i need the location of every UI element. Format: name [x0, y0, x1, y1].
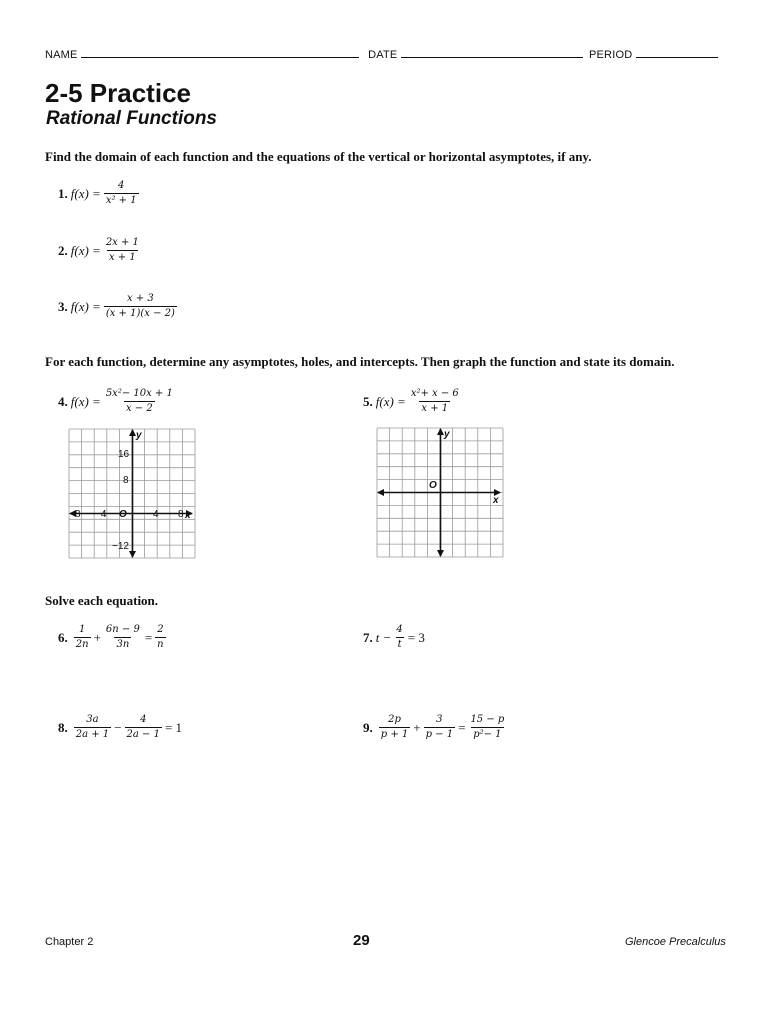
x-tick-label: −4	[95, 509, 107, 520]
denominator: 2a − 1	[126, 729, 160, 740]
function-lhs: f(x) =	[70, 242, 101, 258]
page-title: 2-5 Practice	[45, 78, 191, 108]
operator: −	[114, 719, 122, 735]
denominator: p − 1	[425, 729, 454, 740]
fraction	[104, 624, 142, 651]
expression-suffix: = 1	[164, 719, 183, 735]
x-axis-label: x	[185, 510, 191, 521]
numerator: 4	[396, 624, 403, 635]
denominator: x − 2	[125, 403, 153, 414]
problem-number: 4.	[58, 393, 68, 409]
numerator: 2	[157, 624, 164, 635]
problem-6	[58, 624, 169, 651]
numerator: 3	[436, 714, 443, 725]
x-tick-label: 4	[153, 509, 159, 520]
denominator: n	[157, 639, 164, 650]
section2-instruction: For each function, determine any asymptotes, holes, and intercepts. Then graph the function and state its domain.	[45, 354, 675, 369]
problem-number: 9.	[363, 719, 373, 735]
denominator: x + 1	[108, 252, 136, 263]
expression-prefix: t −	[375, 629, 392, 645]
denominator: 2a + 1	[75, 729, 110, 740]
numerator: 1	[78, 624, 86, 635]
operator: +	[413, 719, 421, 735]
numerator: 5x²− 10x + 1	[105, 388, 173, 399]
problem-number: 8.	[58, 719, 68, 735]
denominator: 3n	[116, 639, 130, 650]
graph-5[interactable]	[376, 427, 504, 558]
problem-number: 6.	[58, 629, 68, 645]
problem-3	[58, 293, 180, 320]
denominator: p²− 1	[473, 729, 502, 740]
equals-sign: =	[144, 629, 153, 645]
denominator: x² + 1	[105, 195, 137, 206]
numerator: x²+ x − 6	[410, 388, 459, 399]
origin-label: O	[119, 509, 127, 520]
expression-suffix: = 3	[407, 629, 425, 645]
footer-publisher: Glencoe Precalculus	[625, 936, 726, 948]
numerator: 4	[140, 714, 147, 725]
problem-5	[363, 388, 464, 415]
period-blank[interactable]	[636, 48, 718, 58]
denominator: (x + 1)(x − 2)	[105, 308, 175, 319]
graph-4[interactable]	[68, 428, 196, 559]
fraction	[125, 714, 162, 741]
problem-number: 2.	[58, 242, 68, 258]
header-line	[45, 48, 725, 61]
fraction	[104, 293, 177, 320]
numerator: 15 − p	[470, 714, 505, 725]
denominator: t	[397, 639, 402, 650]
name-label: NAME	[45, 49, 78, 61]
fraction	[74, 624, 91, 651]
denominator: 2n	[75, 639, 89, 650]
problem-number: 5.	[363, 393, 373, 409]
fraction	[74, 714, 111, 741]
problem-number: 3.	[58, 298, 68, 314]
denominator: x + 1	[421, 403, 449, 414]
numerator: 2x + 1	[105, 237, 139, 248]
problem-number: 1.	[58, 185, 68, 201]
fraction	[155, 624, 165, 651]
numerator: 6n − 9	[105, 624, 140, 635]
x-tick-label: 8	[178, 509, 184, 520]
operator: +	[93, 629, 101, 645]
fraction	[409, 388, 461, 415]
fraction	[394, 624, 404, 651]
y-tick-label: 16	[118, 449, 130, 460]
numerator: 2p	[388, 714, 401, 725]
y-axis-label: y	[444, 429, 450, 440]
problem-1	[58, 180, 142, 207]
fraction	[379, 714, 411, 741]
equals-sign: =	[458, 719, 466, 735]
problem-9	[363, 714, 509, 741]
date-label: DATE	[368, 49, 398, 61]
denominator: p + 1	[380, 729, 409, 740]
y-tick-label: −12	[112, 541, 129, 552]
y-tick-label: 8	[123, 475, 129, 486]
date-blank[interactable]	[401, 48, 583, 58]
function-lhs: f(x) =	[70, 393, 101, 409]
function-lhs: f(x) =	[70, 298, 101, 314]
x-axis-label: x	[493, 495, 499, 506]
footer-page-number: 29	[353, 932, 370, 949]
numerator: x + 3	[126, 293, 154, 304]
fraction	[104, 180, 139, 207]
page-subtitle: Rational Functions	[46, 108, 217, 129]
y-axis-label: y	[136, 430, 142, 441]
fraction	[104, 388, 175, 415]
problem-2	[58, 237, 144, 264]
section1-instruction: Find the domain of each function and the equations of the vertical or horizontal asymptotes, if any.	[45, 149, 592, 164]
origin-label: O	[429, 480, 437, 491]
problem-4	[58, 388, 178, 415]
x-tick-label: −8	[69, 509, 81, 520]
function-lhs: f(x) =	[375, 393, 406, 409]
section3-instruction: Solve each equation.	[45, 593, 159, 608]
numerator: 3a	[86, 714, 99, 725]
fraction	[468, 714, 506, 741]
period-label: PERIOD	[588, 49, 633, 61]
problem-7	[363, 624, 425, 651]
fraction	[104, 237, 141, 264]
problem-number: 7.	[363, 629, 373, 645]
name-blank[interactable]	[81, 48, 359, 58]
numerator: 4	[118, 180, 125, 191]
function-lhs: f(x) =	[70, 185, 101, 201]
footer-chapter: Chapter 2	[45, 936, 94, 948]
problem-8	[58, 714, 182, 741]
fraction	[424, 714, 456, 741]
